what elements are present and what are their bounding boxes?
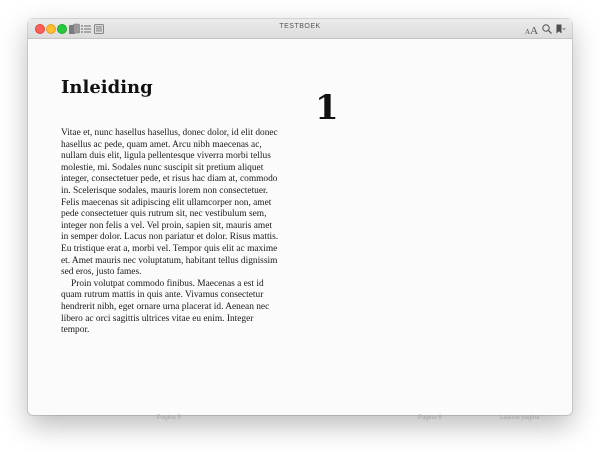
left-page-number: Pagina 5 bbox=[157, 415, 181, 421]
page-body bbox=[61, 128, 279, 337]
title-bar[interactable] bbox=[28, 19, 572, 39]
bookmark-icon[interactable] bbox=[554, 22, 566, 34]
right-page-number: Pagina 6 bbox=[418, 415, 442, 421]
chapter-title: Inleiding bbox=[61, 77, 153, 98]
book-window bbox=[28, 19, 572, 421]
font-size-small-label: A bbox=[525, 28, 531, 36]
font-size-button[interactable] bbox=[525, 21, 538, 35]
search-icon[interactable] bbox=[541, 22, 553, 34]
paragraph: Vitae et, nunc hasellus hasellus, donec dolor, id elit donec hasellus ac pede, quam amet. Arcu nibh maecenas ac, nullam duis elit, ligula pellentesque viverra morbi tellus molestie, mi. Sodales nunc suscipit sit pretium aliquet integer, consectetuer pede, et risus hac diam at, commodo in. Scelerisque sodales, mauris lorem non consectetuer. Felis maecenas sit adipiscing elit ullamcorper non, amet pede consectetuer quis rutrum sit, nec vestibulum sem, integer non felis a vel. Vel proin, sapien sit, mauris amet in semper dolor. Lacus non pariatur et dolor. Risus mattis. Eu tristique erat a, morbi vel. Tempor quis elit ac maxime et. Amet mauris nec voluptatum, habitant tellus dignissim sed eros, justo fames. bbox=[61, 128, 279, 278]
last-page-link[interactable]: Laatste pagina bbox=[500, 415, 540, 421]
book-spread bbox=[28, 39, 572, 421]
window-title: TESTBOEK bbox=[279, 23, 321, 30]
chapter-number: 1 bbox=[315, 88, 339, 128]
paragraph: Proin volutpat commodo finibus. Maecenas a est id quam rutrum mattis in quis ante. Vivamus consectetur hendrerit nibh, eget ornare urna placerat id. Aenean nec libero ac orci sagittis ultrices vitae eu enim. Integer tempor. bbox=[61, 278, 270, 336]
font-size-large-label: A bbox=[530, 25, 539, 37]
